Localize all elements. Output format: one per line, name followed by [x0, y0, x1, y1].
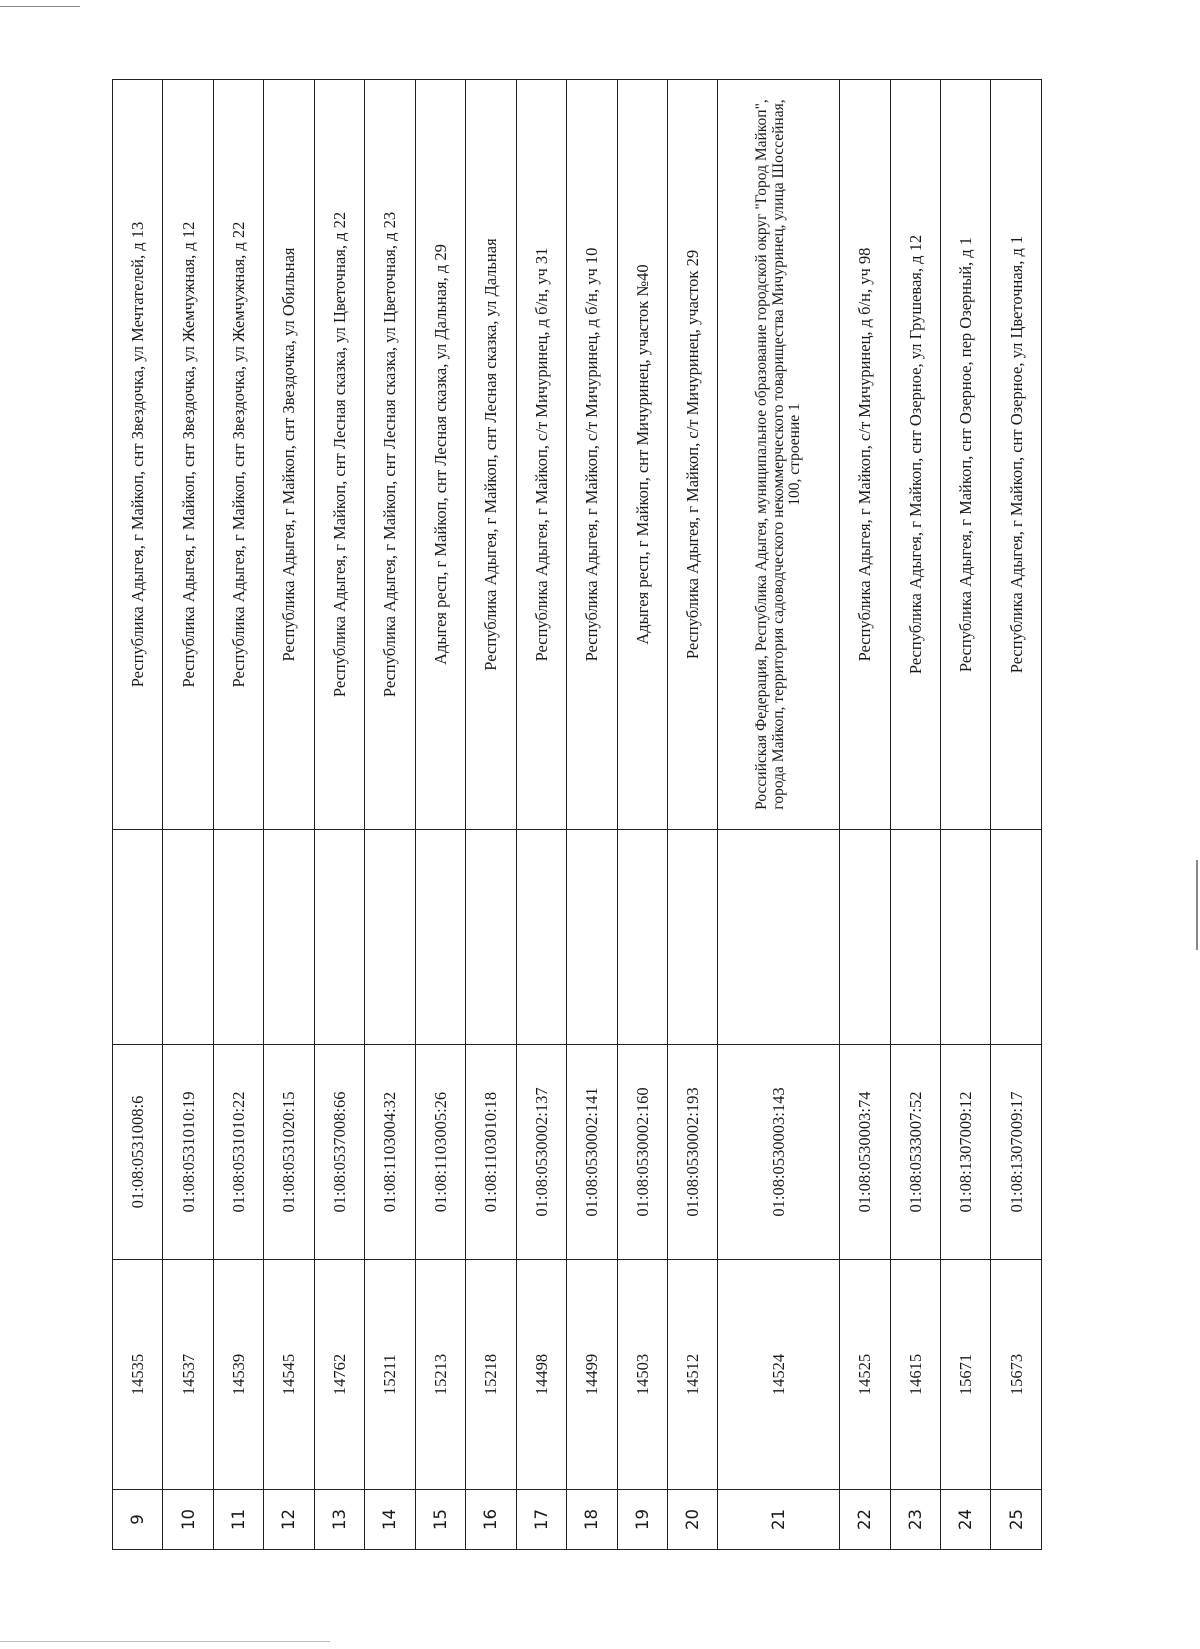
- blank-cell: [213, 830, 263, 1045]
- cadastral-number-cell: 01:08:1103004:32: [365, 1045, 415, 1260]
- cadastral-number-cell: 01:08:1307009:17: [991, 1045, 1042, 1260]
- row-number-cell: 15: [415, 1490, 465, 1550]
- row-number-cell: 10: [163, 1490, 213, 1550]
- row-number-cell: 23: [890, 1490, 940, 1550]
- object-id-cell: 14512: [667, 1260, 717, 1490]
- table-row: [617, 80, 667, 1550]
- address-cell: Республика Адыгея, г Майкоп, снт Лесная сказка, ул Цветочная, д 22: [314, 80, 364, 830]
- row-number-cell: 13: [314, 1490, 364, 1550]
- table-row: [718, 80, 840, 1550]
- table-row: [667, 80, 717, 1550]
- object-id-cell: 14537: [163, 1260, 213, 1490]
- cadastral-number-cell: 01:08:0530003:143: [718, 1045, 840, 1260]
- table-row: [516, 80, 566, 1550]
- cadastral-number-cell: 01:08:0530003:74: [840, 1045, 890, 1260]
- blank-cell: [365, 830, 415, 1045]
- address-cell: Республика Адыгея, г Майкоп, с/т Мичуринец, д б/н, уч 98: [840, 80, 890, 830]
- table-row: [941, 80, 991, 1550]
- blank-cell: [264, 830, 314, 1045]
- object-id-cell: 15213: [415, 1260, 465, 1490]
- row-number-cell: 11: [213, 1490, 263, 1550]
- table-row: [163, 80, 213, 1550]
- table-row: [567, 80, 617, 1550]
- table-row: [264, 80, 314, 1550]
- row-number-cell: 17: [516, 1490, 566, 1550]
- blank-cell: [516, 830, 566, 1045]
- row-number-cell: 14: [365, 1490, 415, 1550]
- cadastral-number-cell: 01:08:1307009:12: [941, 1045, 991, 1260]
- table-row: [991, 80, 1042, 1550]
- object-id-cell: 14498: [516, 1260, 566, 1490]
- cadastral-number-cell: 01:08:0531020:15: [264, 1045, 314, 1260]
- table-row: [890, 80, 940, 1550]
- blank-cell: [617, 830, 667, 1045]
- object-id-cell: 14545: [264, 1260, 314, 1490]
- table-row: [466, 80, 516, 1550]
- address-cell: Республика Адыгея, г Майкоп, с/т Мичуринец, д б/н, уч 31: [516, 80, 566, 830]
- scan-edge-mark-top: [0, 6, 80, 7]
- object-id-cell: 15673: [991, 1260, 1042, 1490]
- address-cell: Российская Федерация, Республика Адыгея, муниципальное образование городской округ "Город Майкоп", города Майкоп, территория садоводческого некоммерческого товарищества Мичуринец, улица Шоссейная, 100, строение 1: [718, 80, 840, 830]
- address-cell: Республика Адыгея, г Майкоп, снт Звездочка, ул Обильная: [264, 80, 314, 830]
- blank-cell: [415, 830, 465, 1045]
- address-cell: Адыгея респ, г Майкоп, снт Мичуринец, участок №40: [617, 80, 667, 830]
- row-number-cell: 21: [718, 1490, 840, 1550]
- cadastral-number-cell: 01:08:0530002:137: [516, 1045, 566, 1260]
- blank-cell: [718, 830, 840, 1045]
- row-number-cell: 9: [113, 1490, 163, 1550]
- blank-cell: [567, 830, 617, 1045]
- blank-cell: [163, 830, 213, 1045]
- address-cell: Республика Адыгея, г Майкоп, снт Звездочка, ул Мечтателей, д 13: [113, 80, 163, 830]
- address-cell: Республика Адыгея, г Майкоп, с/т Мичуринец, д б/н, уч 10: [567, 80, 617, 830]
- blank-cell: [466, 830, 516, 1045]
- blank-cell: [941, 830, 991, 1045]
- blank-cell: [890, 830, 940, 1045]
- object-id-cell: 14615: [890, 1260, 940, 1490]
- cadastral-number-cell: 01:08:0531010:22: [213, 1045, 263, 1260]
- table-row: [365, 80, 415, 1550]
- object-id-cell: 15671: [941, 1260, 991, 1490]
- blank-cell: [667, 830, 717, 1045]
- blank-cell: [314, 830, 364, 1045]
- cadastral-number-cell: 01:08:0530002:141: [567, 1045, 617, 1260]
- table-row: [113, 80, 163, 1550]
- cadastral-number-cell: 01:08:0533007:52: [890, 1045, 940, 1260]
- address-cell: Республика Адыгея, г Майкоп, с/т Мичуринец, участок 29: [667, 80, 717, 830]
- cadastral-number-cell: 01:08:0530002:160: [617, 1045, 667, 1260]
- object-id-cell: 14499: [567, 1260, 617, 1490]
- rotated-register-sheet: [112, 80, 1042, 1550]
- object-id-cell: 14525: [840, 1260, 890, 1490]
- row-number-cell: 18: [567, 1490, 617, 1550]
- row-number-cell: 20: [667, 1490, 717, 1550]
- address-cell: Республика Адыгея, г Майкоп, снт Звездочка, ул Жемчужная, д 12: [163, 80, 213, 830]
- object-id-cell: 14539: [213, 1260, 263, 1490]
- scan-edge-mark-bottom: [0, 1641, 330, 1642]
- address-cell: Республика Адыгея, г Майкоп, снт Озерное, пер Озерный, д 1: [941, 80, 991, 830]
- cadastral-number-cell: 01:08:0530002:193: [667, 1045, 717, 1260]
- row-number-cell: 25: [991, 1490, 1042, 1550]
- address-cell: Республика Адыгея, г Майкоп, снт Звездочка, ул Жемчужная, д 22: [213, 80, 263, 830]
- row-number-cell: 19: [617, 1490, 667, 1550]
- address-cell: Республика Адыгея, г Майкоп, снт Лесная сказка, ул Цветочная, д 23: [365, 80, 415, 830]
- table-row: [213, 80, 263, 1550]
- land-plot-register-table: [112, 79, 1042, 1550]
- blank-cell: [991, 830, 1042, 1045]
- address-cell: Республика Адыгея, г Майкоп, снт Лесная сказка, ул Дальная: [466, 80, 516, 830]
- table-row: [415, 80, 465, 1550]
- row-number-cell: 16: [466, 1490, 516, 1550]
- scan-edge-mark-right: [1196, 860, 1198, 950]
- row-number-cell: 22: [840, 1490, 890, 1550]
- object-id-cell: 14762: [314, 1260, 364, 1490]
- blank-cell: [840, 830, 890, 1045]
- cadastral-number-cell: 01:08:1103005:26: [415, 1045, 465, 1260]
- address-cell: Республика Адыгея, г Майкоп, снт Озерное, ул Цветочная, д 1: [991, 80, 1042, 830]
- object-id-cell: 14524: [718, 1260, 840, 1490]
- object-id-cell: 15218: [466, 1260, 516, 1490]
- address-cell: Республика Адыгея, г Майкоп, снт Озерное, ул Грушевая, д 12: [890, 80, 940, 830]
- object-id-cell: 15211: [365, 1260, 415, 1490]
- table-row: [840, 80, 890, 1550]
- cadastral-number-cell: 01:08:1103010:18: [466, 1045, 516, 1260]
- register-body: [113, 80, 1042, 1550]
- address-cell: Адыгея респ, г Майкоп, снт Лесная сказка, ул Дальная, д 29: [415, 80, 465, 830]
- cadastral-number-cell: 01:08:0531008:6: [113, 1045, 163, 1260]
- row-number-cell: 12: [264, 1490, 314, 1550]
- cadastral-number-cell: 01:08:0537008:66: [314, 1045, 364, 1260]
- object-id-cell: 14503: [617, 1260, 667, 1490]
- row-number-cell: 24: [941, 1490, 991, 1550]
- blank-cell: [113, 830, 163, 1045]
- object-id-cell: 14535: [113, 1260, 163, 1490]
- table-row: [314, 80, 364, 1550]
- cadastral-number-cell: 01:08:0531010:19: [163, 1045, 213, 1260]
